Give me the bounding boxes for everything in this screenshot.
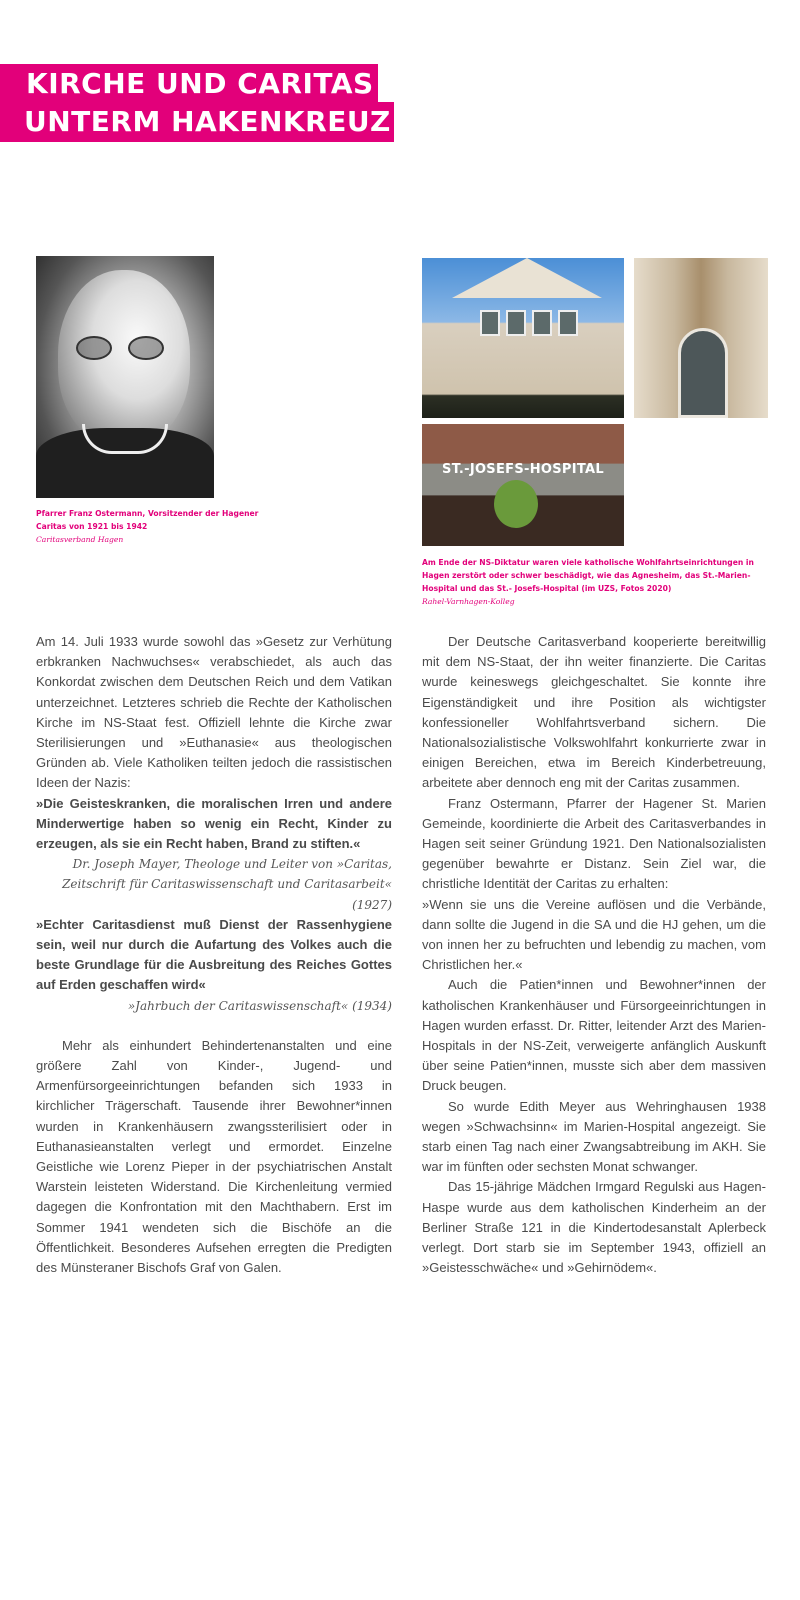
window	[532, 310, 552, 336]
portrait-photo	[36, 256, 214, 498]
paragraph: Das 15-jährige Mädchen Irmgard Regulski aus Hagen-Haspe wurde aus dem katholischen Kinderheim an der Berliner Straße 121 in die Kindertodesanstalt Aplerbeck verlegt. Dort starb sie im September 1943, offiziell an »Geistesschwäche« und »Gehirnödem«.	[422, 1179, 766, 1276]
hospital-sign: ST.-JOSEFS-HOSPITAL	[442, 462, 604, 477]
glasses-left	[76, 336, 112, 360]
buildings-caption-text: Am Ende der NS-Diktatur waren viele katholische Wohlfahrtseinrichtungen in Hagen zerstört oder schwer beschädigt, wie das Agnesheim, das St.-Marien-Hospital und das St.- Josefs-Hospital (im UZS, Fotos 2020)	[422, 558, 754, 593]
quote-jahrbuch: »Echter Caritasdienst muß Dienst der Rassenhygiene sein, weil nur durch die Aufartung des Volkes auch die beste Grundlage für die Ausbreitung des Reiches Gottes auf Erden geschaffen wird«	[36, 916, 392, 993]
paragraph: Auch die Patien*innen und Bewohner*innen der katholischen Krankenhäuser und Fürsorgeeinrichtungen in Hagen wurden erfasst. Dr. Ritter, leitender Arzt des Marien-Hospitals in der NS-Zeit, verweigerte anfänglich Auskunft über seine Patien*innen, musste sich aber dem massiven Druck beugen.	[422, 977, 766, 1094]
window	[558, 310, 578, 336]
paragraph: Mehr als einhundert Behindertenanstalten und eine größere Zahl von Kinder-, Jugend- und Armenfürsorgeeinrichtungen befanden sich 1933 in kirchlicher Trägerschaft. Tausende ihrer Bewohner*innen wurden in Krankenhäusern zwangssterilisiert oder in Euthanasieanstalten verlegt und ermordet. Einzelne Geistliche wie Lorenz Pieper in der psychiatrischen Anstalt Warstein leisteten Widerstand. Die Kirchenleitung vermied dagegen die Konfrontation mit den Machthabern. Erst im Sommer 1941 wendeten sich die Bischöfe an die Öffentlichkeit. Besonderes Aufsehen erregten die Predigten des Münsteraner Bischofs Graf von Galen.	[36, 1037, 392, 1276]
page-title	[0, 64, 394, 142]
left-column	[36, 632, 392, 1278]
building-gable	[452, 258, 602, 298]
title-line-2: UNTERM HAKENKREUZ	[0, 102, 394, 142]
paragraph: Am 14. Juli 1933 wurde sowohl das »Gesetz zur Verhütung erbkranken Nachwuchses« verabschiedet, als auch das Konkordat zwischen dem Deutschen Reich und dem Vatikan unterzeichnet. Letzteres schrieb die Rechte der Katholischen Kirche im NS-Staat fest. Offiziell lehnte die Kirche zwar Sterilisierungen und »Euthanasie« aus theologischen Gründen ab. Viele Katholiken teilten jedoch die rassistischen Ideen der Nazis:	[36, 634, 392, 791]
window	[480, 310, 500, 336]
paragraph: So wurde Edith Meyer aus Wehringhausen 1938 wegen »Schwachsinn« im Marien-Hospital angezeigt. Sie starb einen Tag nach einer Zwangsabtreibung im AKH. Sie war im fünften oder sechsten Monat schwanger.	[422, 1098, 766, 1175]
paragraph: Franz Ostermann, Pfarrer der Hagener St. Marien Gemeinde, koordinierte die Arbeit des Caritasverbandes in Hagen seit seiner Gründung 1921. Den Nationalsozialisten gegenüber bewahrte er Distanz. Sein Ziel war, die christliche Identität der Caritas zu erhalten:	[422, 795, 766, 892]
window	[506, 310, 526, 336]
right-column	[422, 632, 766, 1279]
portrait-credit: Caritasverband Hagen	[36, 535, 124, 544]
paragraph: Der Deutsche Caritasverband kooperierte bereitwillig mit dem NS-Staat, der ihn weiter finanzierte. Die Caritas wurde keineswegs gleichgeschaltet. Sie konnte ihre Eigenständigkeit und ihre Position als wichtigster konfessioneller Wohlfahrtsverband sichern. Die Nationalsozialistische Volkswohlfahrt konkurrierte zwar in einigen Bereichen, etwa im Bereich Kinderbetreuung, arbeitete aber dennoch eng mit der Caritas zusammen.	[422, 634, 766, 791]
buildings-caption	[422, 556, 767, 608]
tree	[494, 480, 538, 528]
buildings-credit: Rahel-Varnhagen-Kolleg	[422, 597, 515, 606]
quote-mayer: »Die Geisteskranken, die moralischen Irren und andere Minderwertige haben so wenig ein Recht, Kinder zu erzeugen, als sie ein Recht haben, Brand zu stiften.«	[36, 795, 392, 852]
portrait-caption	[36, 507, 286, 546]
agnesheim-photo	[422, 258, 624, 418]
portrait-caption-text: Pfarrer Franz Ostermann, Vorsitzender der Hagener Caritas von 1921 bis 1942	[36, 509, 259, 531]
title-line-1: KIRCHE UND CARITAS	[0, 64, 378, 104]
glasses-right	[128, 336, 164, 360]
josefs-hospital-photo	[422, 424, 624, 546]
marien-hospital-photo	[634, 258, 768, 418]
quote-jahrbuch-source: »Jahrbuch der Caritaswissenschaft« (1934)	[127, 998, 392, 1013]
portrait-face	[58, 270, 190, 445]
quote-ostermann: »Wenn sie uns die Vereine auflösen und die Verbände, dann sollte die Jugend in die SA und die HJ gehen, um die von innen her zu befruchten und lebendig zu machen, vom Christlichen her.«	[422, 896, 766, 973]
quote-mayer-source: Dr. Joseph Mayer, Theologe und Leiter von »Caritas, Zeitschrift für Caritaswissenschaft und Caritasarbeit« (1927)	[62, 857, 392, 912]
portal-arch	[678, 328, 728, 418]
